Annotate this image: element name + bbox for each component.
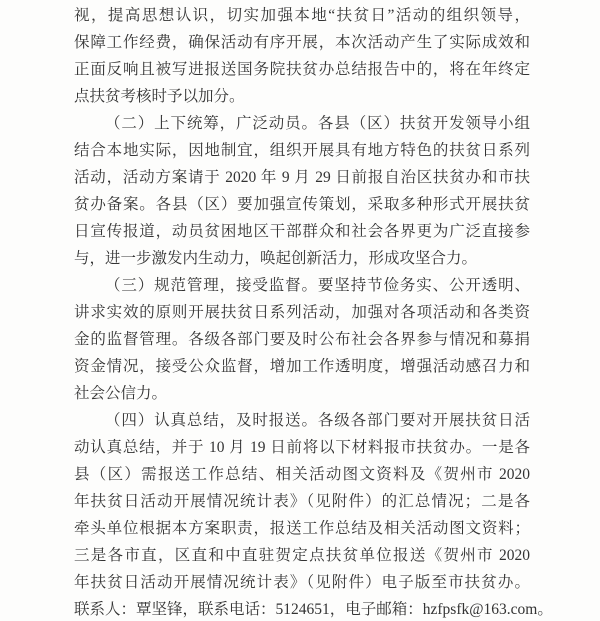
doc-line: 与，进一步激发内生动力，唤起创新活力，形成攻坚合力。 — [74, 250, 478, 267]
doc-line: （四）认真总结，及时报送。各级各部门要对开展扶贫日活 — [105, 412, 530, 429]
doc-line: 贫办备案。各县（区）要加强宣传策划，采取多种形式开展扶贫 — [74, 196, 530, 213]
doc-line: 牵头单位根据本方案职责，报送工作总结及相关活动图文资料； — [74, 520, 530, 537]
doc-line: 动认真总结，并于 10 月 19 日前将以下材料报市扶贫办。一是各 — [74, 439, 530, 456]
paragraph-intro-continuation — [74, 2, 600, 110]
doc-line: 金的监督管理。各级各部门要及时公布社会各界参与情况和募捐 — [74, 331, 530, 348]
doc-line: 年扶贫日活动开展情况统计表》（见附件）电子版至市扶贫办。 — [74, 574, 530, 591]
paragraph-section-4 — [74, 407, 600, 621]
doc-line: 讲求实效的原则开展扶贫日系列活动，加强对各项活动和各类资 — [74, 304, 530, 321]
doc-line: 县（区）需报送工作总结、相关活动图文资料及《贺州市 2020 — [74, 466, 530, 483]
doc-line: 保障工作经费，确保活动有序开展，本次活动产生了实际成效和 — [74, 34, 530, 51]
doc-line: 社会公信力。 — [74, 385, 168, 402]
doc-line: 三是各市直，区直和中直驻贺定点扶贫单位报送《贺州市 2020 — [74, 547, 530, 564]
doc-line: 年扶贫日活动开展情况统计表》（见附件）的汇总情况；二是各 — [74, 493, 530, 510]
doc-line: 活动，活动方案请于 2020 年 9 月 29 日前报自治区扶贫办和市扶 — [74, 169, 530, 186]
doc-line: （三）规范管理，接受监督。要坚持节俭务实、公开透明、 — [105, 277, 530, 294]
doc-line: 点扶贫考核时予以加分。 — [74, 88, 245, 105]
paragraph-section-2 — [74, 110, 600, 272]
doc-line: （二）上下统筹，广泛动员。各县（区）扶贫开发领导小组 — [105, 115, 530, 132]
doc-line: 日宣传报道，动员贫困地区干部群众和社会各界更为广泛直接参 — [74, 223, 530, 240]
doc-line: 视，提高思想认识，切实加强本地“扶贫日”活动的组织领导， — [74, 7, 530, 24]
doc-line: 结合本地实际，因地制宜，组织开展具有地方特色的扶贫日系列 — [74, 142, 530, 159]
doc-line: 资金情况，接受公众监督，增加工作透明度，增强活动感召力和 — [74, 358, 530, 375]
contact-line: 联系人：覃坚锋，联系电话：5124651，电子邮箱：hzfpsfk@163.com。 — [74, 601, 553, 618]
doc-line: 正面反响且被写进报送国务院扶贫办总结报告中的，将在年终定 — [74, 61, 530, 78]
paragraph-section-3 — [74, 272, 600, 407]
